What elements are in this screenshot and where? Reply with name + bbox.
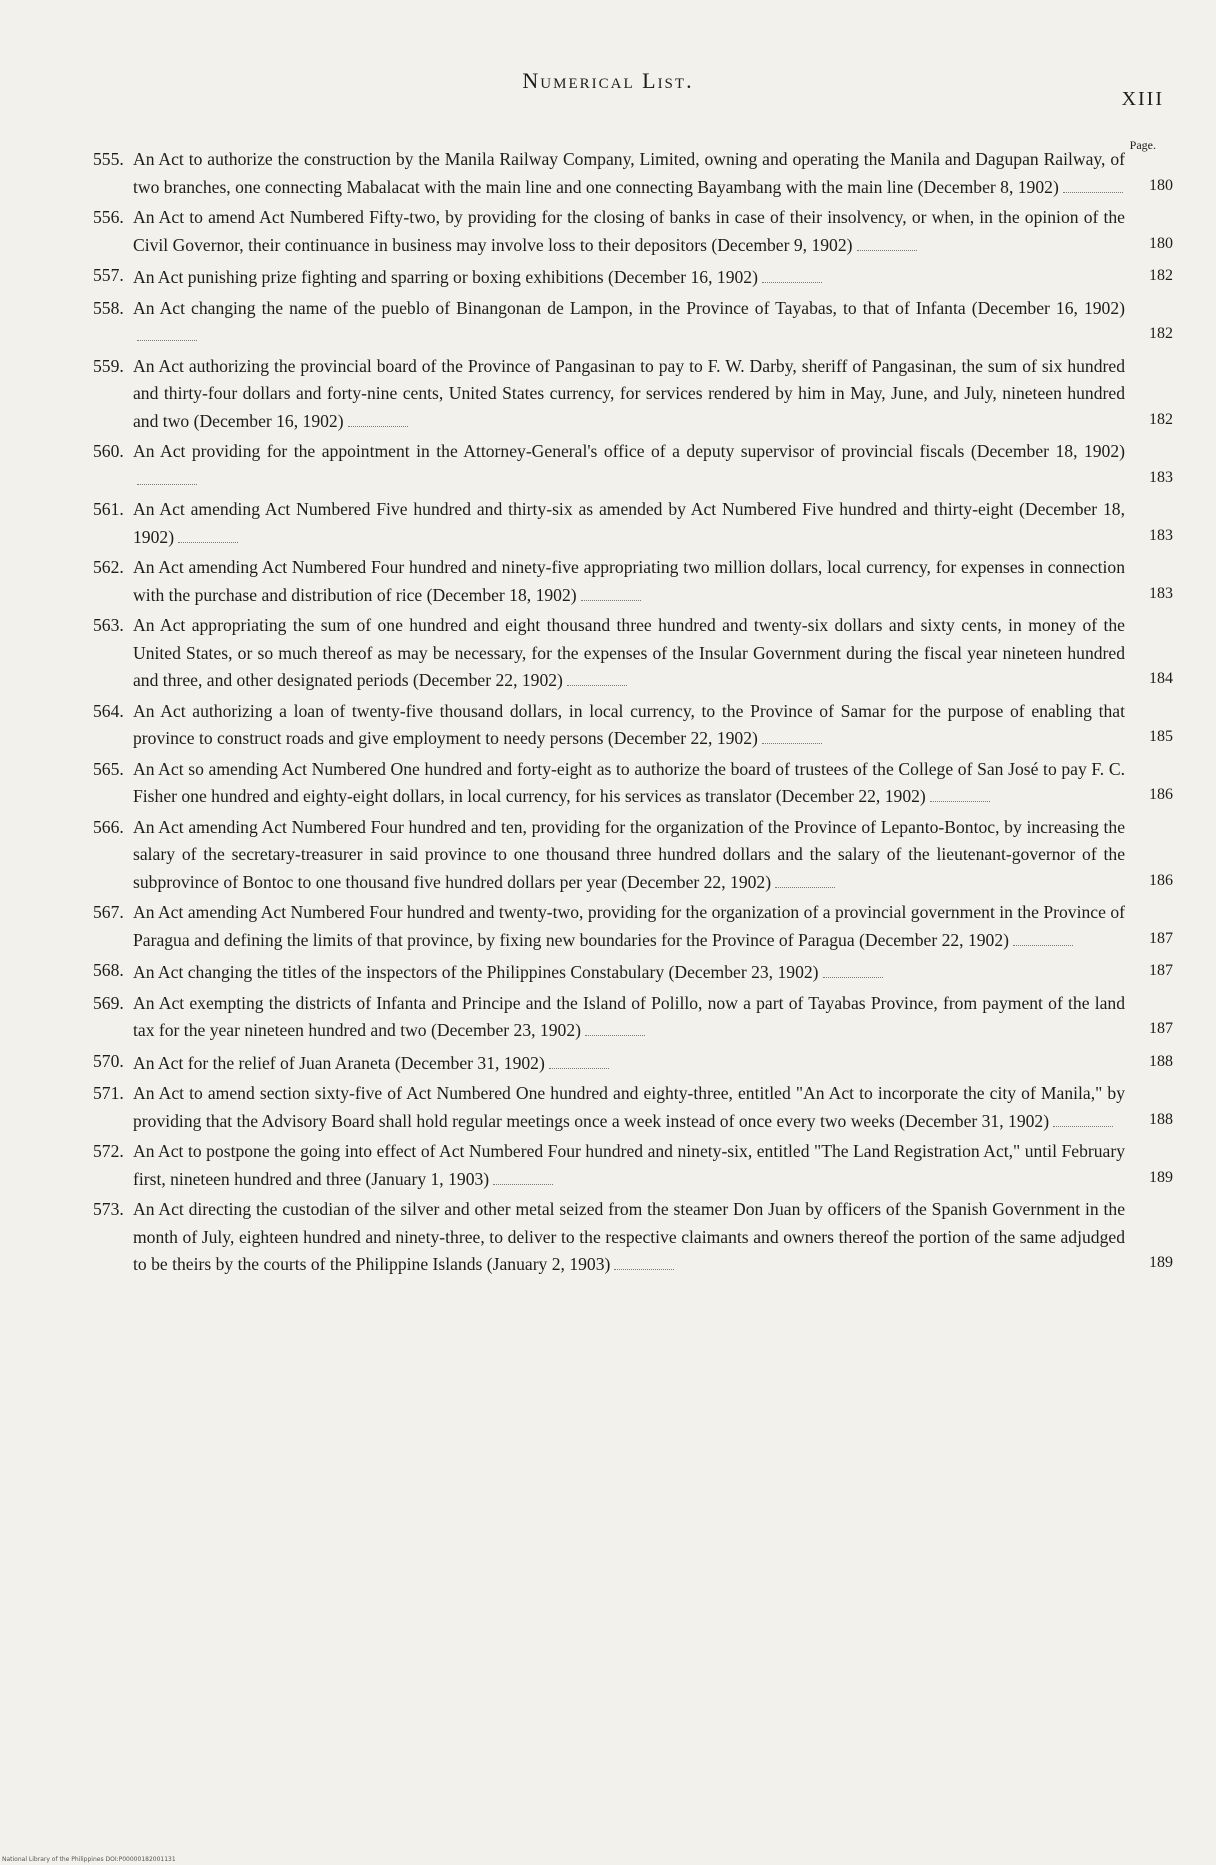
act-title <box>133 204 1133 259</box>
act-page: 185 <box>1149 728 1173 745</box>
act-number: 563. <box>93 615 124 635</box>
act-title-text: An Act authorizing the provincial board of the Province of Pangasinan to pay to F. W. Darby, sheriff of Pangasinan, the sum of six hundred and thirty-four dollars and forty-nine cents, United States currency, for services rendered by him in May, June, and July, nineteen hundred and two (December 16, 1902) <box>133 355 1125 431</box>
act-title-text: An Act authorizing a loan of twenty-five thousand dollars, in local currency, to the Province of Samar for the purpose of enabling that province to construct roads and give employment to needy persons (December 22, 1902) <box>133 700 1125 748</box>
act-title-text: An Act to amend Act Numbered Fifty-two, by providing for the closing of banks in case of their insolvency, or when, in the opinion of the Civil Governor, their continuance in business may involve loss to their depositors (December 9, 1902) <box>133 207 1125 255</box>
dot-leader <box>585 1035 645 1036</box>
act-number: 569. <box>93 992 124 1013</box>
act-number: 568. <box>93 960 124 980</box>
dot-leader <box>930 801 990 802</box>
act-title <box>133 295 1133 350</box>
act-title <box>133 353 1133 436</box>
dot-leader <box>549 1068 609 1069</box>
act-page: 183 <box>1149 584 1173 602</box>
act-page: 183 <box>1149 526 1173 544</box>
act-title-text: An Act amending Act Numbered Four hundred and ninety-five appropriating two million dollars, local currency, for expenses in connection with the purchase and distribution of rice (December 18, 1902) <box>133 557 1125 605</box>
act-page: 180 <box>1149 234 1173 252</box>
act-page: 189 <box>1149 1168 1173 1186</box>
act-number: 560. <box>93 441 124 461</box>
act-title-text: An Act so amending Act Numbered One hundred and forty-eight as to authorize the board of trustees of the College of San José to pay F. C. Fisher one hundred and eighty-eight dollars, in local currency, for his services as translator (December 22, 1902) <box>133 758 1125 806</box>
act-title <box>133 1050 1133 1078</box>
act-title <box>133 1080 1133 1135</box>
dot-leader <box>348 426 408 427</box>
act-page: 182 <box>1149 410 1173 428</box>
act-title <box>133 146 1133 201</box>
act-number: 573. <box>93 1199 124 1219</box>
act-title <box>133 1196 1133 1279</box>
dot-leader <box>567 685 627 686</box>
act-title-text: An Act directing the custodian of the silver and other metal seized from the steamer Don Juan by officers of the Spanish Government in the month of July, eighteen hundred and ninety-three, to deliver to the respective claimants and owners thereof the portion of the same adjudged to be theirs by the courts of the Philippine Islands (January 2, 1903) <box>133 1199 1125 1274</box>
act-page: 186 <box>1149 871 1173 889</box>
act-page: 180 <box>1149 176 1173 194</box>
dot-leader <box>762 282 822 283</box>
act-title <box>133 756 1133 811</box>
act-title <box>133 496 1133 551</box>
act-number: 570. <box>93 1050 124 1071</box>
act-title-text: An Act amending Act Numbered Four hundred and twenty-two, providing for the organization of a provincial government in the Province of Paragua and defining the limits of that province, by fixing new boundaries for the Province of Paragua (December 22, 1902) <box>133 902 1125 950</box>
act-number: 572. <box>93 1141 124 1161</box>
dot-leader <box>493 1184 553 1185</box>
act-number: 559. <box>93 355 124 376</box>
list-item <box>93 353 1173 436</box>
dot-leader <box>823 977 883 978</box>
act-title-text: An Act changing the titles of the inspectors of the Philippines Constabulary (December 23, 1902) <box>133 962 819 982</box>
list-item <box>93 1048 1173 1078</box>
act-page: 182 <box>1149 325 1173 342</box>
footer-note: National Library of the Philippines DOI:P00000182001131 <box>2 1856 176 1863</box>
act-number: 564. <box>93 700 124 721</box>
act-page: 188 <box>1149 1110 1173 1128</box>
act-title <box>133 899 1133 954</box>
dot-leader <box>762 743 822 744</box>
list-item <box>93 899 1173 954</box>
dot-leader <box>137 340 197 341</box>
list-item <box>93 204 1173 259</box>
list-item <box>93 957 1173 987</box>
act-page: 187 <box>1149 962 1173 979</box>
dot-leader <box>1063 192 1123 193</box>
list-item <box>93 295 1173 350</box>
act-title <box>133 814 1133 897</box>
act-title <box>133 990 1133 1045</box>
dot-leader <box>1013 945 1073 946</box>
act-number: 571. <box>93 1083 124 1103</box>
dot-leader <box>581 600 641 601</box>
list-item <box>93 146 1173 201</box>
list-item <box>93 698 1173 753</box>
dot-leader <box>614 1269 674 1270</box>
act-title-text: An Act amending Act Numbered Four hundred and ten, providing for the organization of the Province of Lepanto-Bontoc, by increasing the salary of the secretary-treasurer in said province to one thousand three hundred dollars and the salary of the lieutenant-governor of the subprovince of Bontoc to one thousand five hundred dollars per year (December 22, 1902) <box>133 816 1125 892</box>
dot-leader <box>137 484 197 485</box>
page-column-label: Page. <box>1129 138 1156 152</box>
list-item <box>93 1196 1173 1279</box>
list-item <box>93 1138 1173 1193</box>
act-page: 183 <box>1149 468 1173 486</box>
act-page: 188 <box>1149 1052 1173 1070</box>
act-title-text: An Act to authorize the construction by the Manila Railway Company, Limited, owning and operating the Manila and Dagupan Railway, of two branches, one connecting Mabalacat with the main line and one connecting Bayambang with the main line (December 8, 1902) <box>133 149 1125 197</box>
act-number: 558. <box>93 297 124 318</box>
act-number: 565. <box>93 758 124 779</box>
act-title-text: An Act changing the name of the pueblo of Binangonan de Lampon, in the Province of Tayabas, to that of Infanta (December 16, 1902) <box>133 297 1125 318</box>
act-title <box>133 264 1133 292</box>
act-number: 566. <box>93 816 124 837</box>
act-title-text: An Act to postpone the going into effect of Act Numbered Four hundred and ninety-six, entitled "The Land Registration Act," until February first, nineteen hundred and three (January 1, 1903) <box>133 1141 1125 1189</box>
act-number: 567. <box>93 902 124 922</box>
act-title <box>133 554 1133 609</box>
list-item <box>93 756 1173 811</box>
act-title <box>133 1138 1133 1193</box>
list-item <box>93 814 1173 897</box>
act-number: 561. <box>93 499 124 519</box>
act-title-text: An Act exempting the districts of Infanta and Principe and the Island of Polillo, now a part of Tayabas Province, from payment of the land tax for the year nineteen hundred and two (December 23, 1902) <box>133 992 1125 1040</box>
act-title-text: An Act appropriating the sum of one hundred and eight thousand three hundred and twenty-six dollars and sixty cents, in money of the United States, or so much thereof as may be necessary, for the expenses of the Insular Government during the fiscal year nineteen hundred and three, and other designated periods (December 22, 1902) <box>133 615 1125 690</box>
act-title-text: An Act for the relief of Juan Araneta (December 31, 1902) <box>133 1052 545 1073</box>
dot-leader <box>178 542 238 543</box>
act-page: 182 <box>1149 267 1173 284</box>
list-item <box>93 1080 1173 1135</box>
list-item <box>93 990 1173 1045</box>
act-number: 557. <box>93 265 124 285</box>
list-item <box>93 612 1173 695</box>
act-title <box>133 959 1133 987</box>
act-page: 187 <box>1149 1020 1173 1037</box>
act-title-text: An Act amending Act Numbered Five hundred and thirty-six as amended by Act Numbered Five hundred and thirty-eight (December 18, 1902) <box>133 499 1125 547</box>
act-number: 555. <box>93 149 124 169</box>
act-title <box>133 438 1133 493</box>
act-number: 556. <box>93 207 124 227</box>
list-item <box>93 554 1173 609</box>
act-page: 189 <box>1149 1254 1173 1271</box>
act-number: 562. <box>93 557 124 577</box>
act-title <box>133 698 1133 753</box>
page-title: Numerical List. <box>522 68 694 93</box>
act-title-text: An Act to amend section sixty-five of Act Numbered One hundred and eighty-three, entitled "An Act to incorporate the city of Manila," by providing that the Advisory Board shall hold regular meetings once a week instead of once every two weeks (December 31, 1902) <box>133 1083 1125 1131</box>
dot-leader <box>857 250 917 251</box>
dot-leader <box>775 887 835 888</box>
list-item <box>93 496 1173 551</box>
list-item <box>93 438 1173 493</box>
act-page: 187 <box>1149 929 1173 947</box>
act-list <box>93 146 1173 1282</box>
act-title <box>133 612 1133 695</box>
dot-leader <box>1053 1126 1113 1127</box>
act-page: 184 <box>1149 670 1173 687</box>
act-title-text: An Act providing for the appointment in the Attorney-General's office of a deputy supervisor of provincial fiscals (December 18, 1902) <box>133 441 1125 461</box>
list-item <box>93 262 1173 292</box>
page-number: XIII <box>1121 88 1164 110</box>
act-title-text: An Act punishing prize fighting and sparring or boxing exhibitions (December 16, 1902) <box>133 267 758 287</box>
act-page: 186 <box>1149 786 1173 803</box>
